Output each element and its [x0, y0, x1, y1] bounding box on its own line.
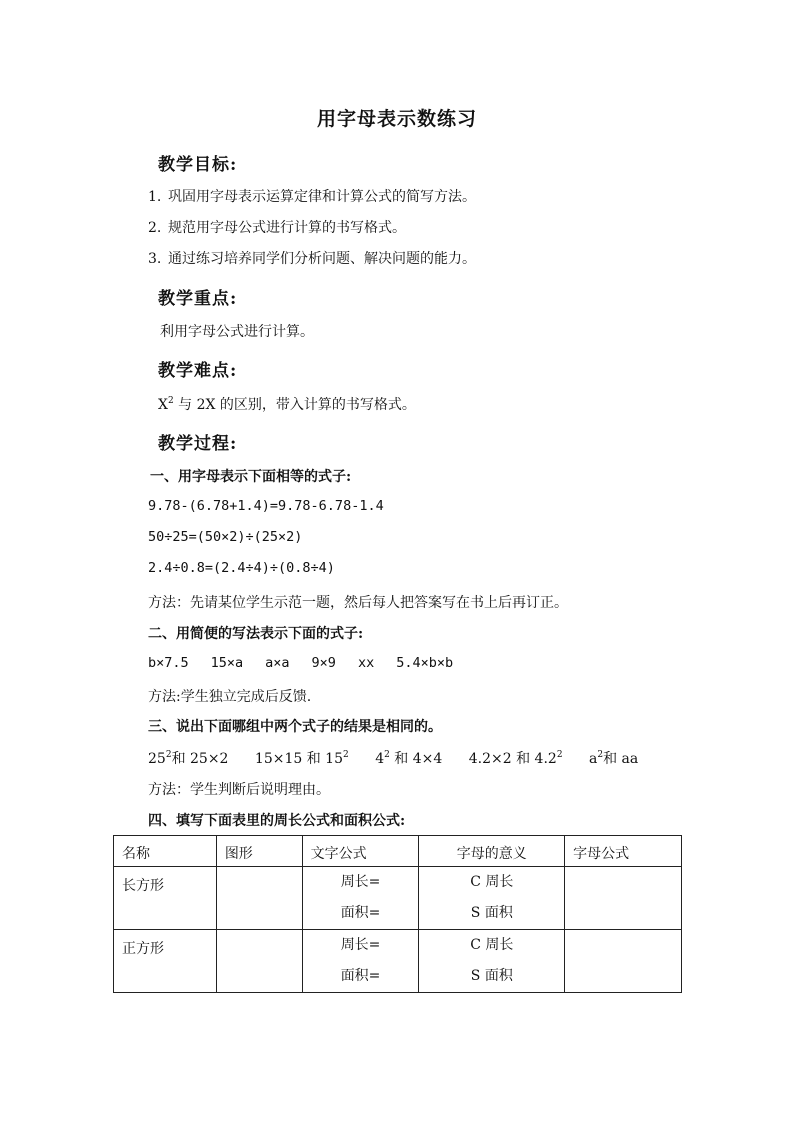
word-formula-cell: 周长= 面积=	[302, 867, 419, 930]
part1-formula: 9.78-(6.78+1.4)=9.78-6.78-1.4	[148, 498, 384, 514]
part2-expr: 15×a	[210, 655, 244, 671]
table-header-cell: 字母公式	[565, 836, 682, 867]
x-squared-exponent: 2	[167, 396, 174, 406]
table-header-cell: 图形	[216, 836, 302, 867]
part3-groups	[148, 748, 638, 768]
difficulties-text	[158, 394, 416, 414]
shape-figure-cell	[216, 867, 302, 930]
part1-heading: 一、用字母表示下面相等的式子:	[150, 469, 352, 485]
part2-heading: 二、用简便的写法表示下面的式子:	[148, 626, 364, 642]
goal-text: 通过练习培养同学们分析问题、解决问题的能力。	[168, 251, 476, 267]
document-title: 用字母表示数练习	[316, 108, 477, 130]
letter-meaning-cell: C 周长 S 面积	[419, 930, 565, 993]
key-points-heading: 教学重点:	[158, 289, 238, 309]
part2-expr: xx	[357, 655, 375, 671]
part1-method: 方法：先请某位学生示范一题，然后每人把答案写在书上后再订正。	[148, 595, 568, 611]
part3-group: $4^2$ 和 4×4	[375, 750, 443, 767]
part2-expr: 5.4×b×b	[396, 655, 454, 671]
table-header-cell: 文字公式	[302, 836, 419, 867]
letter-meaning-cell: C 周长 S 面积	[419, 867, 565, 930]
table-row	[114, 867, 682, 930]
part3-method: 方法：学生判断后说明理由。	[148, 782, 330, 798]
goal-number: 3.	[148, 251, 162, 267]
shape-figure-cell	[216, 930, 302, 993]
table-header-cell: 字母的意义	[419, 836, 565, 867]
part3-group: $25^2$和 25×2	[148, 750, 229, 767]
part1-formula: 50÷25=(50×2)÷(25×2)	[148, 529, 303, 545]
table-header-cell: 名称	[114, 836, 217, 867]
shape-name-cell: 长方形	[114, 867, 217, 930]
part3-group: $a^2$和 aa	[589, 750, 639, 767]
part1-formula: 2.4÷0.8=(2.4÷4)÷(0.8÷4)	[148, 560, 335, 576]
formula-table	[113, 835, 682, 993]
shape-name-cell: 正方形	[114, 930, 217, 993]
goal-text: 规范用字母公式进行计算的书写格式。	[168, 220, 406, 236]
part2-expressions	[148, 655, 453, 671]
goal-item	[148, 248, 476, 268]
word-formula-cell: 周长= 面积=	[302, 930, 419, 993]
part2-expr: 9×9	[311, 655, 336, 671]
part3-group: 15×15 和 $15^2$	[254, 750, 349, 767]
part2-expr: a×a	[265, 655, 290, 671]
table-header-row	[114, 836, 682, 867]
goal-number: 2.	[148, 220, 162, 236]
x-squared-base: X	[158, 397, 168, 413]
process-heading: 教学过程:	[158, 434, 238, 454]
difficulties-rest: 与 2X 的区别，带入计算的书写格式。	[173, 397, 416, 413]
part2-expr: b×7.5	[148, 655, 189, 671]
letter-formula-cell[interactable]	[565, 867, 682, 930]
goal-number: 1.	[148, 189, 162, 205]
goal-text: 巩固用字母表示运算定律和计算公式的简写方法。	[168, 189, 476, 205]
goal-item	[148, 186, 476, 206]
part3-group: 4.2×2 和 $4.2^2$	[468, 750, 563, 767]
difficulties-heading: 教学难点:	[158, 361, 238, 381]
part2-method: 方法:学生独立完成后反馈.	[148, 689, 312, 705]
goals-heading: 教学目标:	[158, 155, 238, 175]
letter-formula-cell[interactable]	[565, 930, 682, 993]
key-points-text: 利用字母公式进行计算。	[160, 324, 314, 340]
part3-heading: 三、说出下面哪组中两个式子的结果是相同的。	[148, 719, 442, 735]
table-row	[114, 930, 682, 993]
part4-heading: 四、填写下面表里的周长公式和面积公式:	[148, 813, 406, 829]
goal-item	[148, 217, 406, 237]
